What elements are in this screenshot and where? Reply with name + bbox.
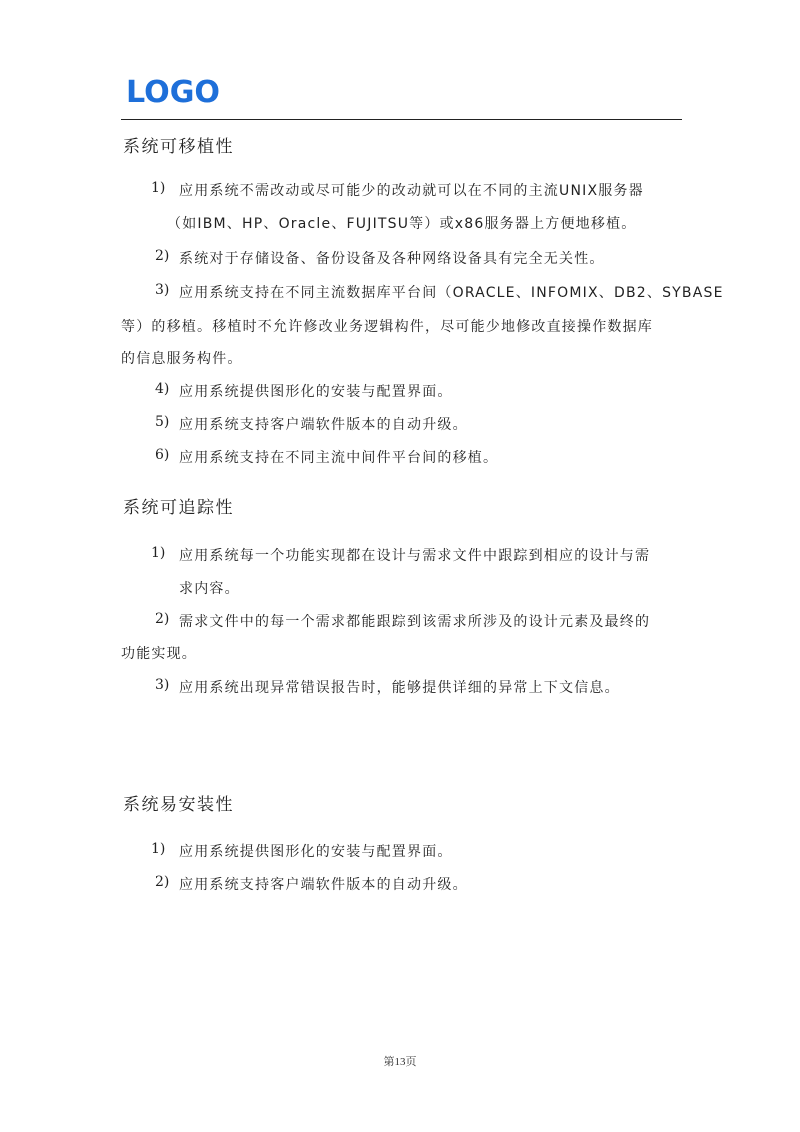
item-text: 系统对于存储设备、备份设备及各种网络设备具有完全无关性。 [179,251,605,267]
item-text: 功能实现。 [121,646,197,662]
item-number: 3) [155,677,170,693]
item-text: 求内容。 [179,581,240,597]
item-number: 2) [155,248,170,264]
item-number: 2) [155,874,170,890]
item-text: 应用系统支持客户端软件版本的自动升级。 [179,417,468,433]
item-text: 应用系统提供图形化的安装与配置界面。 [179,384,453,400]
section-title: 系统易安装性 [123,795,234,815]
item-text: 的信息服务构件。 [121,351,243,367]
item-text: 应用系统出现异常错误报告时，能够提供详细的异常上下文信息。 [179,680,620,696]
item-number: 1) [151,841,166,857]
item-text: 应用系统提供图形化的安装与配置界面。 [179,844,453,860]
item-text: 应用系统支持在不同主流数据库平台间（ORACLE、INFOMIX、DB2、SYBASE [179,285,724,301]
logo-text: LOGO [126,76,220,104]
item-text: 应用系统支持在不同主流中间件平台间的移植。 [179,450,499,466]
item-number: 1) [151,180,166,196]
item-text: 等）的移植。移植时不允许修改业务逻辑构件，尽可能少地修改直接操作数据库 [121,319,653,335]
item-number: 4) [155,381,170,397]
item-text: 应用系统支持客户端软件版本的自动升级。 [179,877,468,893]
item-number: 3) [155,282,170,298]
item-number: 2) [155,611,170,627]
item-text: 应用系统不需改动或尽可能少的改动就可以在不同的主流UNIX服务器 [179,183,644,199]
section-title: 系统可追踪性 [123,498,234,518]
page-number: 第13页 [383,1056,417,1068]
header-rule [121,119,682,120]
item-text: 应用系统每一个功能实现都在设计与需求文件中跟踪到相应的设计与需 [179,548,651,564]
item-number: 6) [155,447,170,463]
item-number: 5) [155,414,170,430]
item-number: 1) [151,545,166,561]
item-text: （如IBM、HP、Oracle、FUJITSU等）或x86服务器上方便地移植。 [167,216,637,232]
logo [126,76,220,104]
item-text: 需求文件中的每一个需求都能跟踪到该需求所涉及的设计元素及最终的 [179,614,651,630]
section-title: 系统可移植性 [123,137,234,157]
